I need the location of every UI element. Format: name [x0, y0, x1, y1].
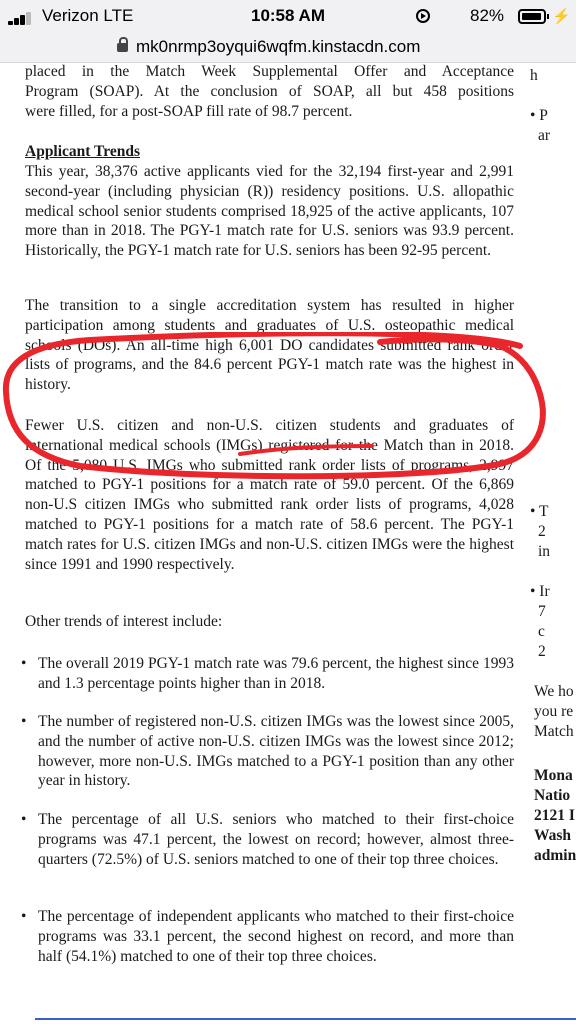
bullet-icon: • [21, 811, 27, 828]
bullet-icon: • [21, 908, 27, 925]
intro-paragraph [25, 62, 514, 121]
right-fragment: We ho [534, 683, 574, 700]
intro-line: were filled, for a post-SOAP fill rate of 98.7 percent. [25, 102, 353, 120]
battery-icon [518, 9, 546, 24]
bottom-rule [35, 1018, 576, 1020]
right-fragment: 2 [538, 643, 546, 660]
right-fragment: • Ir [530, 583, 550, 600]
url-text[interactable]: mk0nrmp3oyqui6wqfm.kinstacdn.com [136, 37, 421, 56]
charging-icon: ⚡ [552, 8, 571, 25]
battery-percentage: 82% [470, 6, 505, 25]
right-fragment: Match [534, 723, 574, 740]
bullet-text: The percentage of independent applicants who matched to their first-choice programs was 33.1 percent, the second highest on record, and more than half (54.1%) matched to one of their top three choices. [38, 908, 514, 965]
list-item [21, 654, 514, 694]
list-item [21, 907, 514, 966]
right-fragment: in [538, 543, 551, 560]
bullet-text: The percentage of all U.S. seniors who matched to their first-choice programs was 47.1 percent, the lowest on record; however, almost three-quarters (72.5%) of U.S. seniors matched to one of their top three choices. [38, 811, 514, 868]
right-fragment: you re [534, 703, 574, 720]
right-fragment: 2121 I [534, 807, 575, 824]
section-heading: Applicant Trends [25, 143, 140, 160]
list-item [21, 712, 514, 791]
right-fragment: h [530, 67, 538, 84]
paragraph-applicants: This year, 38,376 active applicants vied for the 32,194 first-year and 2,991 second-year (including physician (R)) residency positions. U.S. allopathic medical school senior students comprised 18,925 of the active applicants, 107 more than in 2018. The PGY-1 match rate for U.S. seniors was 93.9 percent. Historically, the PGY-1 match rate for U.S. seniors has been 92-95 percent. [25, 163, 514, 260]
right-fragment: 2 [538, 523, 546, 540]
rotation-lock-icon [416, 9, 430, 23]
right-fragment: c [538, 623, 545, 640]
list-item [21, 810, 514, 869]
other-trends-label: Other trends of interest include: [25, 613, 223, 630]
lock-icon [117, 43, 128, 52]
right-fragment: 7 [538, 603, 546, 620]
document-viewport[interactable] [0, 62, 576, 1024]
bullet-icon: • [21, 655, 27, 672]
right-fragment: • P [530, 107, 548, 124]
bullet-icon: • [21, 713, 27, 730]
right-fragment: Natio [534, 787, 571, 804]
address-bar[interactable] [0, 34, 576, 63]
carrier-label: Verizon LTE [42, 6, 134, 25]
clock: 10:58 AM [250, 6, 325, 25]
right-fragment: ar [538, 127, 551, 144]
bullet-text: The number of registered non-U.S. citizen IMGs was the lowest since 2005, and the number of active non-U.S. citizen IMGs was the lowest since 2012; however, more non-U.S. IMGs matched to a PGY-1 position than any other year in history. [38, 713, 514, 790]
intro-line: placed in the Match Week Supplemental Offer and Acceptance [25, 63, 514, 80]
right-fragment: • T [530, 503, 549, 520]
paragraph-imgs: Fewer U.S. citizen and non-U.S. citizen students and graduates of international medical schools (IMGs) registered for the Match than in 2018. Of the 5,080 U.S. IMGs who submitted rank order lists of programs, 2,997 matched to PGY-1 positions for a match rate of 59.0 percent. Of the 6,869 non-U.S citizen IMGs who submitted rank order lists of programs, 4,028 matched to PGY-1 positions for a match rate of 58.6 percent. The PGY-1 match rates for U.S. citizen IMGs and non-U.S. citizen IMGs were the highest since 1991 and 1990 respectively. [25, 417, 514, 573]
right-fragment: Wash [534, 827, 572, 844]
status-bar [0, 0, 576, 34]
right-fragment: Mona [534, 767, 573, 784]
paragraph-do-candidates: The transition to a single accreditation system has resulted in higher participation among students and graduates of U.S. osteopathic medical schools (DOs). An all-time high 6,001 DO candidates submitted rank order lists of programs, and the 84.6 percent PGY-1 match rate was the highest in history. [25, 297, 514, 394]
bullet-text: The overall 2019 PGY-1 match rate was 79.6 percent, the highest since 1993 and 1.3 percentage points higher than in 2018. [38, 655, 514, 692]
right-fragment: admin [534, 847, 576, 864]
intro-line: Program (SOAP). At the conclusion of SOAP, all but 458 positions [25, 82, 514, 100]
